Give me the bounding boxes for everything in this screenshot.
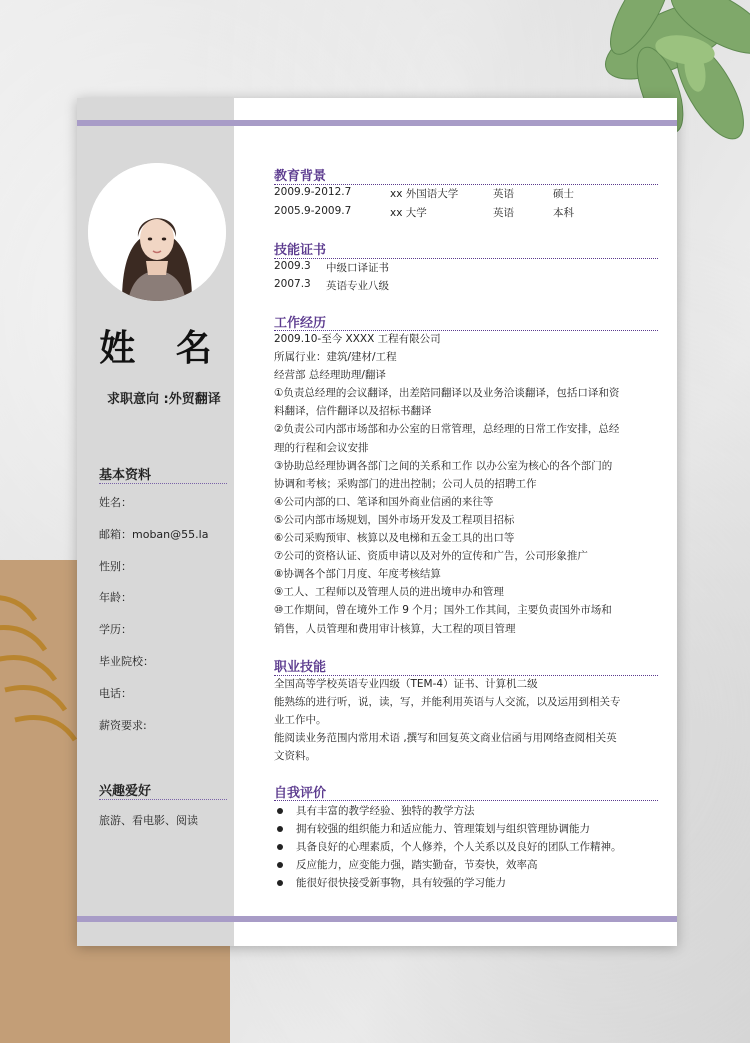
candidate-name: 姓 名 xyxy=(99,328,226,369)
self-eval-text: 具备良好的心理素质，个人修养，个人关系以及良好的团队工作精神。 xyxy=(296,841,622,853)
skill-line: 能熟练的进行听，说，读，写，并能利用英语与人交流，以及运用到相关专 xyxy=(274,696,621,709)
self-eval-title: 自我评价 xyxy=(274,786,327,801)
self-eval-item xyxy=(274,838,622,856)
hobbies-title: 兴趣爱好 xyxy=(99,784,152,799)
work-line: ④公司内部的口、笔译和国外商业信函的来往等 xyxy=(274,495,494,508)
work-line: ⑧协调各个部门月度、年度考核结算 xyxy=(274,568,441,581)
skill-line: 能阅读业务范围内常用术语 ,撰写和回复英文商业信函与用网络查阅相关英 xyxy=(274,732,617,745)
edu-period: 2009.9-2012.7 xyxy=(274,186,352,198)
education-row xyxy=(274,186,574,201)
top-accent-band xyxy=(77,120,677,126)
basic-info-title: 基本资料 xyxy=(99,468,152,483)
certificates-divider xyxy=(274,258,658,259)
skill-line: 业工作中。 xyxy=(274,714,327,727)
work-line: 销售，人员管理和费用审计核算，大工程的项目管理 xyxy=(274,622,516,635)
work-line: 经营部 总经理助理/翻译 xyxy=(274,369,386,382)
skills-details xyxy=(274,675,646,765)
work-line: 2009.10-至今 XXXX 工程有限公司 xyxy=(274,333,441,345)
edu-school: xx 大学 xyxy=(390,207,427,219)
self-eval-text: 具有丰富的教学经验、独特的教学方法 xyxy=(296,805,475,817)
info-name: 姓名： xyxy=(99,496,132,509)
basic-info-list xyxy=(99,494,208,748)
self-eval-text: 能很好很快接受新事物，具有较强的学习能力 xyxy=(296,877,506,889)
work-line: 料翻译，信件翻译以及招标书翻译 xyxy=(274,405,432,418)
work-line: ①负责总经理的会议翻译，出差陪同翻译以及业务洽谈翻译，包括口译和资 xyxy=(274,387,620,400)
self-eval-item xyxy=(274,856,622,874)
info-phone: 电话： xyxy=(99,686,132,700)
work-line: ⑥公司采购预审、核算以及电梯和五金工具的出口等 xyxy=(274,532,515,545)
self-eval-item xyxy=(274,802,622,820)
certificate-row xyxy=(274,260,389,275)
job-objective: 求职意向 :外贸翻译 xyxy=(107,392,221,407)
cert-date: 2009.3 xyxy=(274,260,311,272)
edu-degree: 本科 xyxy=(553,207,574,219)
work-line: 协调和考核；采购部门的进出控制；公司人员的招聘工作 xyxy=(274,477,537,490)
bottom-accent-band xyxy=(77,916,677,922)
edu-major: 英语 xyxy=(493,207,514,219)
cert-name: 中级口译证书 xyxy=(326,262,389,274)
work-line: ⑦公司的资格认证、资质申请以及对外的宣传和广告，公司形象推广 xyxy=(274,550,588,563)
bullet-icon xyxy=(277,826,283,832)
edu-major: 英语 xyxy=(493,188,514,200)
edu-period: 2005.9-2009.7 xyxy=(274,205,352,217)
resume-page xyxy=(77,98,677,946)
edu-degree: 硕士 xyxy=(553,188,574,200)
work-line: ⑩工作期间，曾在境外工作 9 个月；国外工作其间，主要负责国外市场和 xyxy=(274,604,612,617)
skill-line: 全国高等学校英语专业四级（TEM-4）证书、计算机二级 xyxy=(274,678,538,690)
work-line: 理的行程和会议安排 xyxy=(274,441,369,454)
info-gender: 性别： xyxy=(99,559,132,573)
education-row xyxy=(274,205,574,220)
info-age: 年龄： xyxy=(99,591,132,605)
education-divider xyxy=(274,184,658,185)
self-eval-list xyxy=(274,802,622,892)
work-title: 工作经历 xyxy=(274,316,327,331)
info-school: 毕业院校： xyxy=(99,654,154,668)
work-line: ⑨工人、工程师以及管理人员的进出境申办和管理 xyxy=(274,586,504,599)
certificates-title: 技能证书 xyxy=(274,243,327,258)
hobbies-divider xyxy=(99,799,227,800)
cert-date: 2007.3 xyxy=(274,278,311,290)
work-line: ②负责公司内部市场部和办公室的日常管理，总经理的日常工作安排，总经 xyxy=(274,423,620,436)
edu-school: xx 外国语大学 xyxy=(390,188,459,200)
portrait-image xyxy=(88,163,226,301)
hobbies-text: 旅游、看电影、阅读 xyxy=(99,814,198,827)
cert-name: 英语专业八级 xyxy=(326,280,389,292)
work-line: ③协助总经理协调各部门之间的关系和工作 以办公室为核心的各个部门的 xyxy=(274,459,613,472)
bullet-icon xyxy=(277,862,283,868)
self-eval-text: 反应能力，应变能力强，踏实勤奋，节奏快，效率高 xyxy=(296,859,538,871)
avatar xyxy=(88,163,226,301)
work-line: 所属行业：建筑/建材/工程 xyxy=(274,351,397,364)
info-education: 学历： xyxy=(99,623,132,637)
sidebar xyxy=(77,98,234,946)
skill-line: 文资料。 xyxy=(274,750,316,763)
education-title: 教育背景 xyxy=(274,169,327,184)
certificate-row xyxy=(274,278,389,293)
bullet-icon xyxy=(277,880,283,886)
basic-info-divider xyxy=(99,483,227,484)
bullet-icon xyxy=(277,844,283,850)
bullet-icon xyxy=(277,808,283,814)
work-details xyxy=(274,330,646,638)
self-eval-item xyxy=(274,820,622,838)
skills-title: 职业技能 xyxy=(274,660,327,675)
self-eval-item xyxy=(274,874,622,892)
info-salary: 薪资要求: xyxy=(99,718,147,732)
self-eval-divider xyxy=(274,800,658,801)
work-line: ⑤公司内部市场规划，国外市场开发及工程项目招标 xyxy=(274,513,515,526)
self-eval-text: 拥有较强的组织能力和适应能力、管理策划与组织管理协调能力 xyxy=(296,823,590,835)
info-email: 邮箱：moban@55.la xyxy=(99,527,209,541)
